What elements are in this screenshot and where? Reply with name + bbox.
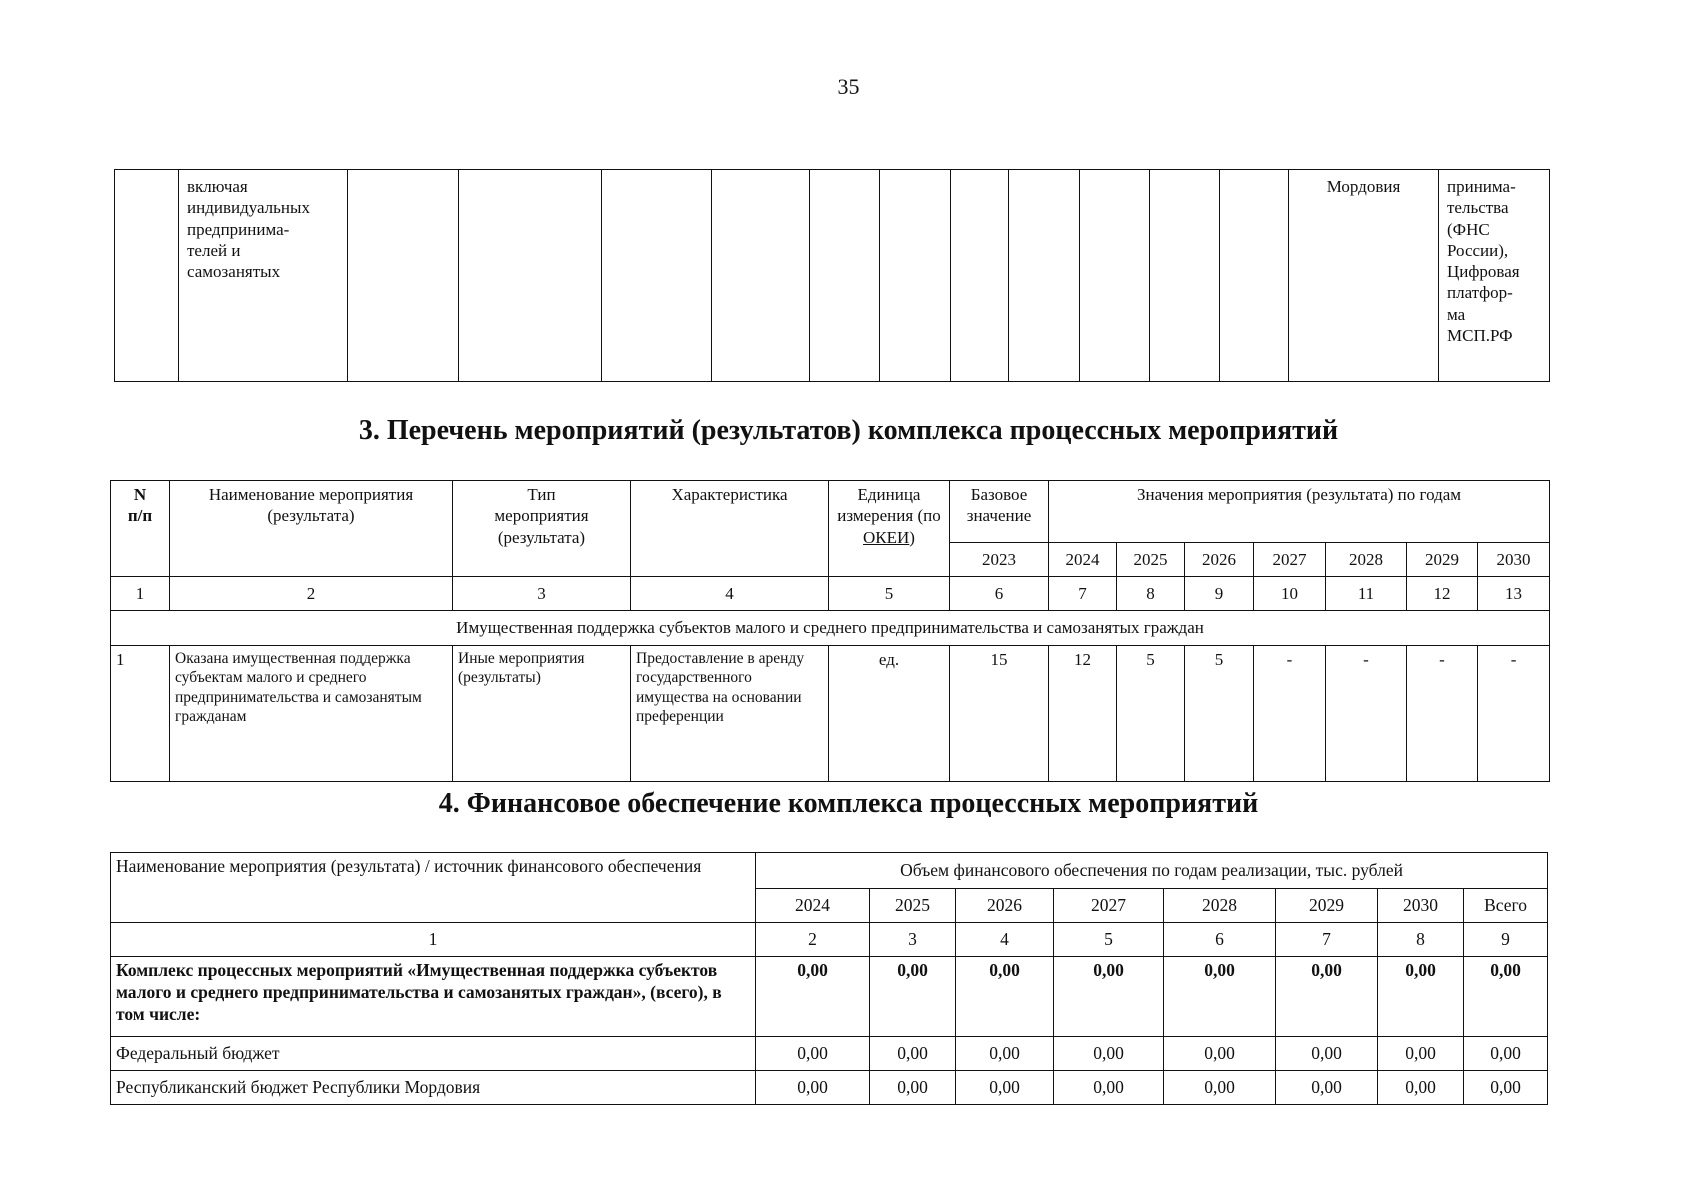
row-value: 5 [1185,646,1254,782]
col-number: 1 [111,923,756,957]
finance-value: 0,00 [870,1071,956,1105]
finance-value: 0,00 [756,957,870,1037]
header-year: 2028 [1326,543,1407,577]
empty-cell [1150,170,1220,382]
finance-value: 0,00 [1276,1037,1378,1071]
header-year: 2029 [1276,889,1378,923]
name-line: самозанятых [187,262,281,281]
finance-value: 0,00 [1276,1071,1378,1105]
header-year: 2025 [870,889,956,923]
source-line: принима- [1447,177,1516,196]
finance-value: 0,00 [1464,1037,1548,1071]
finance-value: 0,00 [1164,1037,1276,1071]
col-number: 12 [1407,577,1478,611]
header-num-line: п/п [127,506,153,526]
finance-value: 0,00 [1054,1071,1164,1105]
finance-value: 0,00 [1464,1071,1548,1105]
col-number: 13 [1478,577,1550,611]
finance-value: 0,00 [1164,1071,1276,1105]
col-number: 6 [1164,923,1276,957]
empty-cell [348,170,459,382]
header-num-line: N [133,485,147,504]
row-name: Оказана имущественная поддержка субъектам малого и среднего предпринимательства и самозанятым гражданам [170,646,453,782]
header-base-value: Базовое значение [950,481,1049,543]
finance-row-name: Комплекс процессных мероприятий «Имущественная поддержка субъектов малого и среднего предпринимательства и самозанятых граждан», (всего), в том числе: [111,957,756,1037]
header-year: 2027 [1254,543,1326,577]
col-number: 11 [1326,577,1407,611]
row-value: - [1254,646,1326,782]
source-line: (ФНС [1447,219,1490,239]
finance-value: 0,00 [1378,1071,1464,1105]
finance-value: 0,00 [956,1037,1054,1071]
col-number: 7 [1276,923,1378,957]
col-number: 5 [1054,923,1164,957]
source-cell [1439,170,1550,382]
header-year: 2024 [756,889,870,923]
row-value: - [1326,646,1407,782]
header-unit-prefix: Единица измерения (по [837,485,941,526]
empty-cell [459,170,602,382]
header-type-line: мероприятия [494,506,589,526]
col-number: 2 [756,923,870,957]
finance-row-name: Федеральный бюджет [111,1037,756,1071]
header-total: Всего [1464,889,1548,923]
group-title: Имущественная поддержка субъектов малого и среднего предпринимательства и самозанятых граждан [111,611,1550,646]
col-number: 3 [870,923,956,957]
finance-value: 0,00 [1464,957,1548,1037]
empty-cell [1220,170,1289,382]
header-base-year: 2023 [950,543,1049,577]
row-value: 12 [1049,646,1117,782]
finance-value: 0,00 [1378,1037,1464,1071]
finance-table [110,852,1548,1105]
header-type [453,481,631,577]
row-unit: ед. [829,646,950,782]
row-characteristic: Предоставление в аренду государственного имущества на основании преференции [631,646,829,782]
okei-link[interactable]: ОКЕИ [863,527,910,547]
col-number: 4 [956,923,1054,957]
col-number: 7 [1049,577,1117,611]
measures-table [110,480,1550,782]
header-name: Наименование мероприятия (результата) [170,481,453,577]
source-line: платфор- [1447,283,1513,303]
finance-value: 0,00 [1276,957,1378,1037]
header-year: 2030 [1378,889,1464,923]
header-unit [829,481,950,577]
header-year: 2024 [1049,543,1117,577]
page-number: 35 [837,74,860,99]
col-number: 3 [453,577,631,611]
empty-cell [951,170,1009,382]
row-type: Иные мероприятия (результаты) [453,646,631,782]
finance-value: 0,00 [1054,1037,1164,1071]
header-year: 2025 [1117,543,1185,577]
header-values-by-year: Значения мероприятия (результата) по годам [1049,481,1550,543]
finance-value: 0,00 [956,957,1054,1037]
header-year: 2030 [1478,543,1550,577]
name-line: предпринима- [187,219,290,239]
name-line: индивидуальных [187,198,310,218]
finance-value: 0,00 [870,1037,956,1071]
col-number: 5 [829,577,950,611]
col-number: 10 [1254,577,1326,611]
empty-cell [712,170,810,382]
name-line: телей и [187,240,241,260]
empty-cell [115,170,179,382]
header-unit-suffix: ) [909,527,915,547]
finance-row-name: Республиканский бюджет Республики Мордовия [111,1071,756,1105]
source-line: МСП.РФ [1447,325,1513,345]
row-value: - [1478,646,1550,782]
row-num: 1 [111,646,170,782]
empty-cell [880,170,951,382]
header-year: 2026 [956,889,1054,923]
header-year: 2029 [1407,543,1478,577]
source-line: России), [1447,240,1509,260]
header-year: 2028 [1164,889,1276,923]
name-line: включая [187,177,248,196]
header-type-line: (результата) [497,527,586,547]
empty-cell [602,170,712,382]
header-num [111,481,170,577]
col-number: 8 [1378,923,1464,957]
col-number: 2 [170,577,453,611]
header-year: 2026 [1185,543,1254,577]
source-line: тельства [1447,198,1509,218]
row-value: 5 [1117,646,1185,782]
finance-value: 0,00 [756,1037,870,1071]
row-base: 15 [950,646,1049,782]
finance-value: 0,00 [1054,957,1164,1037]
empty-cell [810,170,880,382]
row-value: - [1407,646,1478,782]
header-characteristic: Характеристика [631,481,829,577]
section3-title: 3. Перечень мероприятий (результатов) комплекса процессных мероприятий [358,415,1339,446]
finance-value: 0,00 [1378,957,1464,1037]
col-number: 9 [1185,577,1254,611]
col-number: 1 [111,577,170,611]
col-number: 6 [950,577,1049,611]
source-line: Цифровая [1447,262,1520,281]
col-number: 4 [631,577,829,611]
finance-value: 0,00 [1164,957,1276,1037]
continuation-table [114,169,1550,382]
empty-cell [1080,170,1150,382]
header-year: 2027 [1054,889,1164,923]
col-number: 8 [1117,577,1185,611]
finance-value: 0,00 [956,1071,1054,1105]
section4-title: 4. Финансовое обеспечение комплекса процессных мероприятий [438,788,1259,819]
header-name: Наименование мероприятия (результата) / источник финансового обеспечения [111,853,756,923]
finance-value: 0,00 [756,1071,870,1105]
header-volume: Объем финансового обеспечения по годам реализации, тыс. рублей [756,853,1548,889]
empty-cell [1009,170,1080,382]
source-line: ма [1447,304,1466,324]
col-number: 9 [1464,923,1548,957]
region-cell: Мордовия [1289,170,1439,382]
header-type-line: Тип [527,485,556,504]
finance-value: 0,00 [870,957,956,1037]
name-cell [179,170,348,382]
